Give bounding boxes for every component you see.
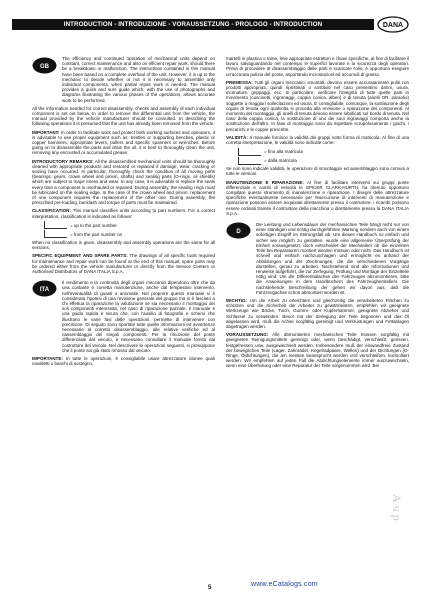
gb-paragraph-2: All the information needed for correct disassembly, checks and assembly of each individual component is set out below. In order to remove the differential unit from the vehicle, the manual provided by the vehicle manufacturer should be consulted. In describing the following operations it is presumed that the unit has already been removed from the vehicle. bbox=[32, 105, 215, 127]
gb-classification-note: When no classification is given, disassembly and assembly operations are the same for all versions. bbox=[32, 239, 215, 251]
gb-marker-from: = from the part number on bbox=[44, 231, 215, 238]
d-section bbox=[226, 222, 409, 368]
d-important: WICHTIG: Um die Arbeit zu erleichtern und gleichzeitig die verarbeiteten Flächen zu schützen und die Sicherheit der Arbeiter zu gewährleisten, empfehlen wir geeignete Werkzeuge wie Böcke, Tisch, Gummi- oder Kupferhammer, geeignete Abzieher und Schlüssel zu verwenden. Bevor mit der Zerlegung der Teile begonnen und das Öl abgelassen wird, muß die Achse sorgfältig gereinigt und Verkrustungen und Fettablagen abgetragen werden. bbox=[226, 297, 409, 329]
dana-logo bbox=[377, 16, 409, 33]
column-right bbox=[226, 56, 409, 372]
side-stamp bbox=[383, 490, 403, 570]
ita-maintenance: MANUTENZIONE E RIPARAZIONE: Al fine di facilitare interventi sui gruppi ponte differenziale e cambi di velocità le SPICER CLARK-HURTH, ha ritenuto opportuno compilare questo strumento di manutenzione e riparazione. I disegni delle attrezzature specifiche eventualmente necessarie per l'esecuzione di interventi di manutenzione e riparazione possono essere acquistati direttamente presso il costruttore, i ricambi possono essere ordinati tramite il costruttore della macchina o direttamente presso la DANA ITALIA S.p.A.. bbox=[226, 179, 409, 216]
column-left bbox=[32, 56, 215, 369]
logo-text: DANA bbox=[382, 22, 404, 29]
watermark-url[interactable]: www.eCatalogs.com bbox=[251, 581, 318, 588]
d-premise: VORAUSSETZUNG: Alle abmontierten mechanischen Teile müssen sorgfältig mit geeigneten Reinigungsmitteln gereinigt oder, wenn beschädigt, verschleißt, gerissen, festgefressen usw. ausgewechselt werden. Insbesondere muß der einwandfreie Zustand der beweglichen Teile (Lager, Zahnräder, Kegelradpaare, Wellen) und der Dichtungen (O-Ringe, Öldichtungen), die am meisten beansprucht werden und verschleißen, kontrolliert werden. Wir empfehlen auf jeden Fall die Abdichtungselemente immer auszuwechseln, wenn eine Überholung oder eine Reparatur der Teile vorgenommen wird. Bei bbox=[226, 332, 409, 369]
gb-paragraph-1: The efficiency and continued operation of mechanical units depend on constant, correct maintenance and also on efficient repair work, should there be a breakdown or malfunction. The instructions contained in this manual have been based on a complete overhaul of the unit. However, it is up to the mechanic to decide whether or not it is necessary to assemble only individual components, when partial repair work is needed. The manual provides a quick and sure guide which, with the use of photographs and diagrams illustrating the various phases of the operations, allows accurate work to be performed. bbox=[62, 56, 215, 103]
gb-important: IMPORTANT: In order to facilitate work and protect both working surfaces and operators, it is advisable to use proper equipment such as: trestles or supporting benches, plastic or copper hammers, appropriate levers, pullers and specific spanners or wrenches. Before going on to disassemble the parts and drain the oil, it is best to thoroughly clean the unit, removing any encrusted or accumulated grease. bbox=[32, 129, 215, 156]
lang-badge-ita bbox=[32, 280, 57, 297]
page-number: 5 bbox=[208, 585, 212, 591]
ita-premise: PREMESSA: Tutti gli organi meccanici smontati, devono essere accuratamente puliti con prodotti appropriati, quindi ripristinati o sostituiti nel caso presentino danni, usura, incrinature, grippaggi, ecc. In particolare, verificare l'integrità di tutte quelle parti in movimento (cuscinetti, ingranaggi, coppia conica, alberi) e di tenuta (anelli OR, paraolio) soggette a maggiori sollecitazioni ed usura. È consigliabile, comunque, la sostituzione degli organi di tenuta ogni qualvolta si proceda alla revisione o riparazione dei componenti. Al momento del montaggio, gli anelli di tenuta devono essere lubrificati sul bordo di tenuta. Nel caso della coppia conica, la sostituzione di uno dei suoi ingranaggi comporta anche la sostituzione dell'altro. In fase di montaggio sono da rispettare scrupolosamente i giochi, i precarichi e le coppie prescritte. bbox=[226, 79, 409, 132]
ita-marker-from: = dalla matricola bbox=[238, 157, 409, 164]
gb-introductory: INTRODUCTORY REMARKS: All the disassembled mechanical units should be thoroughly cleaned with appropriate products and restored or replaced if damage, wear, cracking or seizing have occurred. In particular, thoroughly check the condition of all moving parts (bearings, gears, crown wheel and pinion, shafts) and sealing parts (O-rings, oil shields) which are subject to major stress and wear. In any case, it is advisable to replace the seals every time a component is overhauled or repaired. During assembly, the sealing rings must be lubricated on the sealing edge. In the case of the crown wheel and pinion, replacement of one component requires the replacement of the other one. During assembly, the prescribed pre-loading, backlash and torque of parts must be maintained. bbox=[32, 158, 215, 206]
ita-marker-up-to: = fino alla matricola bbox=[238, 148, 409, 155]
lang-badge-d bbox=[226, 222, 251, 239]
ita-validity-note: Se non sono indicate validità, le operazioni di smontaggio ed assemblaggio sono comuni a tutte le versioni. bbox=[226, 166, 409, 177]
gb-equipment: SPECIFIC EQUIPMENT AND SPARE PARTS: The drawings of all specific tools required for maintenance and repair work can be found at the end of this manual; spare parts may be ordered either from the vehicle manufacturer or directly from the Service Centers or Authorised Distributors of DANA ITALIA S.p.A. bbox=[32, 253, 215, 274]
header-bar: INTRODUCTION - INTRODUZIONE - VORAUSSETZUNG - PROLOGO - INTRODUCTION bbox=[12, 19, 374, 30]
svg-text:А ч р: А ч р bbox=[390, 494, 403, 521]
svg-text:ITA: ITA bbox=[39, 287, 50, 294]
ita-continuation: martelli in plastica o rame, leve appropriate estrattori e chiavi specifiche, al fine di facilitare il lavoro salvaguardando nel contempo le superfici lavorate e la sicurezza degli operatori. Prima di procedere al disassemblaggio delle parti e scaricare l'olio, è opportuno eseguire un'accurata pulizia del ponte, asportando incrostazioni ed accumuli di grasso. bbox=[226, 56, 409, 77]
gb-marker-up-to: = up to the part number bbox=[44, 222, 215, 229]
svg-text:D: D bbox=[236, 229, 241, 236]
gb-classification: CLASSIFICATION: This manual classifies units according to part numbers. For a correct interpretation, classification is indicated as follows: bbox=[32, 208, 216, 219]
ita-paragraph-1: Il rendimento e la continuità degli organi meccanici dipendono oltre che da una costante e corretta manutenzione, anche dal tempestivo intervento, nell'eventualità di guasti o anomalie. Nel proporre questo manuale si è considerata l'ipotesi di una revisione generale del gruppo ma si è lasciato a chi effettua la riparazione la valutazione se sia necessario il montaggio dei soli componenti interessati, nel caso di riparazione parziale. Il manuale è una guida rapida e sicura che, con l'ausilio di fotografie e schemi che illustrano le varie fasi delle operazioni, permette di intervenire con precisione. Di seguito sono riportate tutte quelle informazioni ed avvertenze necessarie al corretto disassemblaggio, alle relative verifiche ed al riassemblaggio dei singoli componenti. Per la rimozione del ponte differenziale dal veicolo, è necessario consultare il manuale fornito dal costruttore del veicolo. Nel descrivere le operazioni seguenti, si presuppone che il ponte sia già stato rimosso dal veicolo. bbox=[62, 280, 215, 353]
d-paragraph-1: Die Leistung und Lebensdauer der mechanischen Teile hängt nicht nur von einer ständigen und richtig durchgeführten Wartung sondern auch von einem sofortigen Eingriff im Störungsfall ab. Um dieses Handbuch so einfach und sicher wie möglich zu gestalten, wurde eine allgemeine Überprüfung der Einheit vorausgesetzt, doch entscheidet der Mechaniker ob die einzelnen Teile bei Reparaturen montiert werden müssen oder nicht. Das Handbuch ist schnell und einfach nachzuschlagen und ermöglicht es anhand der Abbildungen und der Zeichnungen, die die verschiedenen Vorgänge darstellen, genau zu arbeiten. Nachstehend sind alle Informationen und Hinweise aufgeführt, die zur Zerlegung, Prüfung und Montage der Einzelteile nötig sind. Um die Differentialachse des Fahrzeuges abzumontieren, bitte die Anweisungen in dem Handbüchern des Fahrzeugherstellers. Die nachstehende Beschreibung der gehen wir davon aus, daß die Fahrzeugachse schon abmontiert worden ist. bbox=[256, 222, 409, 295]
ita-validity: VALIDITÀ: Il manuale fornisce la validità dei gruppi sotto forma di matricola. Al fine di una corretta interpretazione, le validità sono indicate come: bbox=[226, 134, 409, 146]
ita-important: IMPORTANTE: In tutte le operazioni, è consigliabile usare attrezzature idonee quali cavalletti o banchi di sostegno, bbox=[32, 355, 215, 367]
svg-text:GB: GB bbox=[40, 64, 49, 70]
ita-section bbox=[32, 280, 215, 366]
